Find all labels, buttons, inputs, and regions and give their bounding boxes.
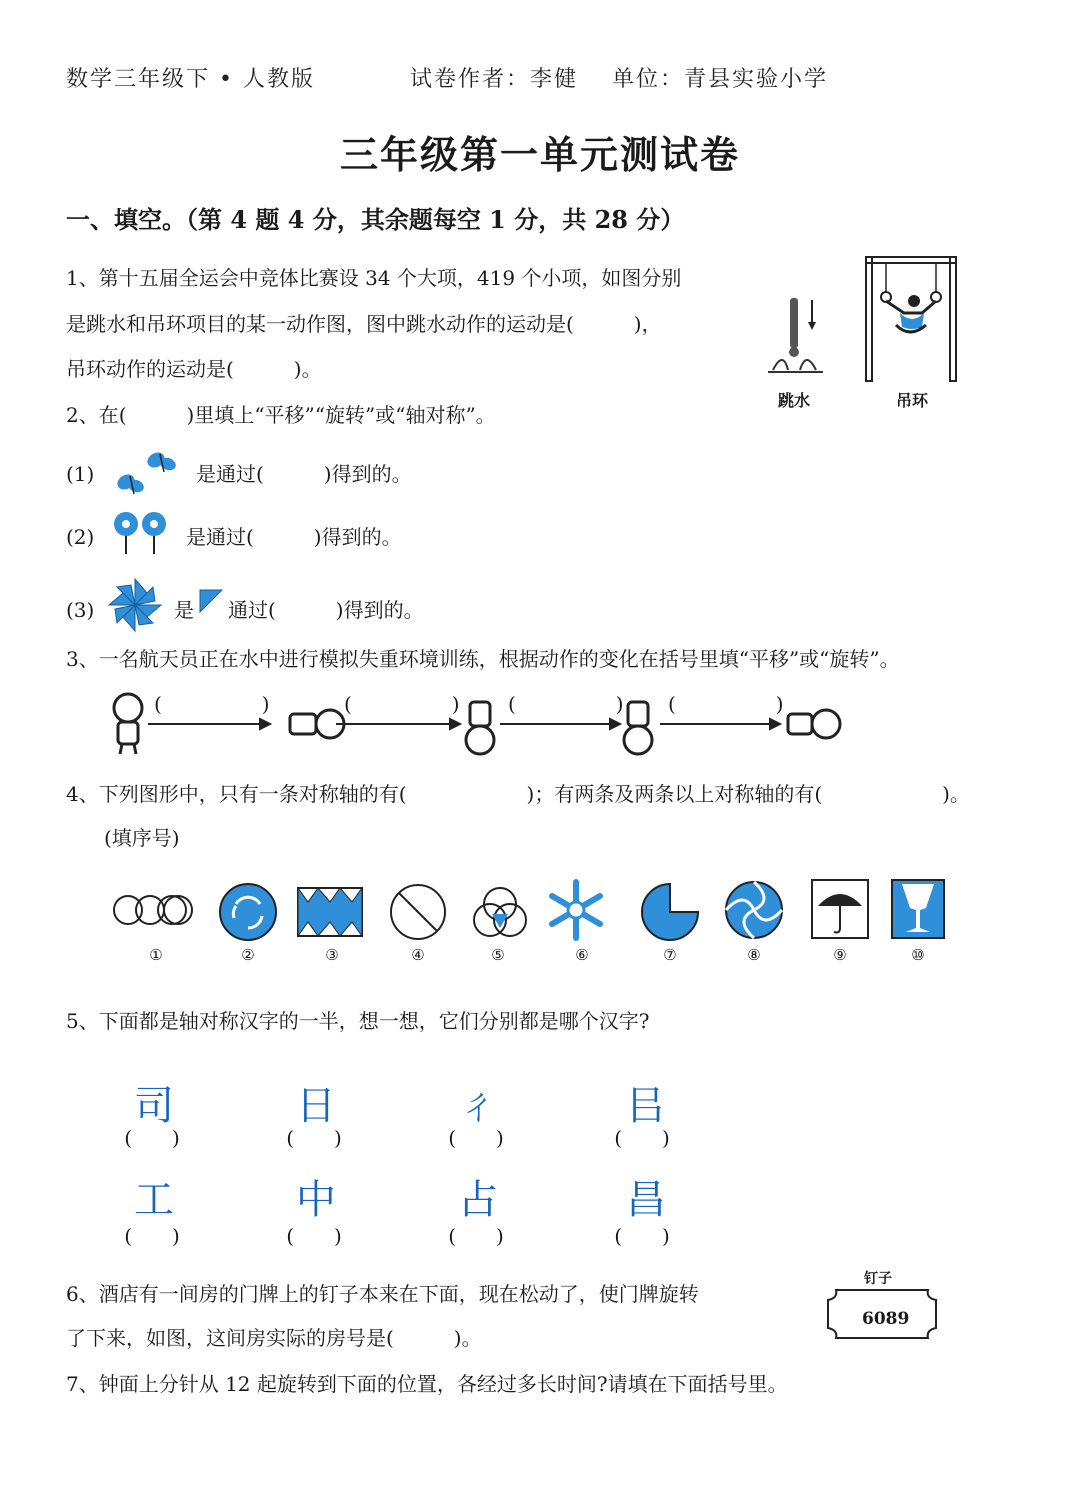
shape-number-4: ④ — [411, 946, 425, 964]
q6-line2: 了下来，如图，这间房实际的房号是( )。 — [66, 1326, 482, 1350]
half-char-5: 工 — [134, 1177, 174, 1223]
shapes-row — [108, 878, 958, 944]
q1-line1: 1、第十五届全运会中竞体比赛设 34 个大项，419 个小项，如图分别 — [66, 266, 682, 290]
triangle-piece-icon — [200, 590, 224, 614]
header-unit: 单位：青县实验小学 — [612, 67, 829, 92]
q5-blank-1[interactable]: ( ) — [124, 1126, 180, 1150]
half-char-4: 㠯 — [626, 1083, 666, 1129]
q5-blank-5[interactable]: ( ) — [124, 1224, 180, 1248]
q1-line3: 吊环动作的运动是( )。 — [66, 357, 322, 381]
q3-blank-3[interactable]: ( ) — [508, 692, 624, 716]
header-author: 试卷作者：李健 — [410, 67, 579, 92]
header-subject: 数学三年级下 • 人教版 — [66, 67, 315, 92]
shape-number-8: ⑧ — [747, 946, 761, 964]
q6-line1: 6、酒店有一间房的门牌上的钉子本来在下面，现在松动了，使门牌旋转 — [66, 1282, 699, 1306]
shape-number-9: ⑨ — [833, 946, 847, 964]
half-char-2: 日 — [296, 1083, 336, 1129]
q4-line2: (填序号) — [104, 826, 180, 850]
q3-blank-4[interactable]: ( ) — [668, 692, 784, 716]
recycle-icon — [220, 884, 276, 940]
half-char-3: ㄔ — [458, 1083, 498, 1129]
label-rings: 吊环 — [896, 391, 929, 410]
rings-figure — [864, 255, 959, 385]
shape-number-7: ⑦ — [663, 946, 677, 964]
q2-line: 2、在( )里填上“平移”“旋转”或“轴对称”。 — [66, 403, 496, 427]
nail-label: 钉子 — [864, 1271, 892, 1287]
shape-number-3: ③ — [325, 946, 339, 964]
olympic-rings-icon — [114, 896, 186, 924]
q2-item3-text: 通过( )得到的。 — [228, 598, 424, 622]
half-char-6: 中 — [296, 1177, 336, 1223]
q5-blank-6[interactable]: ( ) — [286, 1224, 342, 1248]
shape-number-2: ② — [241, 946, 255, 964]
shape-number-6: ⑥ — [575, 946, 589, 964]
pinwheel-icon — [108, 578, 162, 632]
diving-figure — [768, 290, 828, 380]
shape-number-5: ⑤ — [491, 946, 505, 964]
astronaut-1 — [114, 694, 142, 754]
q3-blank-1[interactable]: ( ) — [154, 692, 270, 716]
plate-number: 6089 — [862, 1309, 910, 1329]
q2-item2-no: (2) — [66, 525, 95, 549]
shape-number-10: ⑩ — [911, 946, 925, 964]
q4-line1: 4、下列图形中，只有一条对称轴的有( )；有两条及两条以上对称轴的有( )。 — [66, 782, 970, 806]
q2-item3-no: (3) — [66, 598, 95, 622]
q2-item3-is: 是 — [174, 598, 194, 622]
q2-item2-text: 是通过( )得到的。 — [186, 525, 402, 549]
butterfly-icon — [112, 448, 182, 500]
half-char-7: 占 — [458, 1177, 498, 1223]
q3-blank-2[interactable]: ( ) — [344, 692, 460, 716]
q7-line: 7、钟面上分针从 12 起旋转到下面的位置，各经过多长时间?请填在下面括号里。 — [66, 1372, 788, 1396]
q3-line: 3、一名航天员正在水中进行模拟失重环境训练，根据动作的变化在括号里填“平移”或“旋转”。 — [66, 647, 900, 671]
label-diving: 跳水 — [778, 391, 811, 410]
q5-blank-8[interactable]: ( ) — [614, 1224, 670, 1248]
q2-item1-no: (1) — [66, 462, 95, 486]
q5-blank-3[interactable]: ( ) — [448, 1126, 504, 1150]
half-char-1: 司 — [134, 1083, 174, 1129]
section-heading: 一、填空。（第 4 题 4 分，其余题每空 1 分，共 28 分） — [66, 205, 685, 234]
half-char-8: 昌 — [626, 1177, 666, 1223]
page-title: 三年级第一单元测试卷 — [340, 132, 741, 177]
q2-item1-text: 是通过( )得到的。 — [196, 462, 412, 486]
q1-line2: 是跳水和吊环项目的某一动作图，图中跳水动作的运动是( )， — [66, 312, 662, 336]
shape-number-1: ① — [149, 946, 163, 964]
q5-blank-4[interactable]: ( ) — [614, 1126, 670, 1150]
flowers-icon — [112, 510, 170, 556]
q5-blank-7[interactable]: ( ) — [448, 1224, 504, 1248]
q5-line: 5、下面都是轴对称汉字的一半，想一想，它们分别都是哪个汉字? — [66, 1009, 650, 1033]
q5-blank-2[interactable]: ( ) — [286, 1126, 342, 1150]
